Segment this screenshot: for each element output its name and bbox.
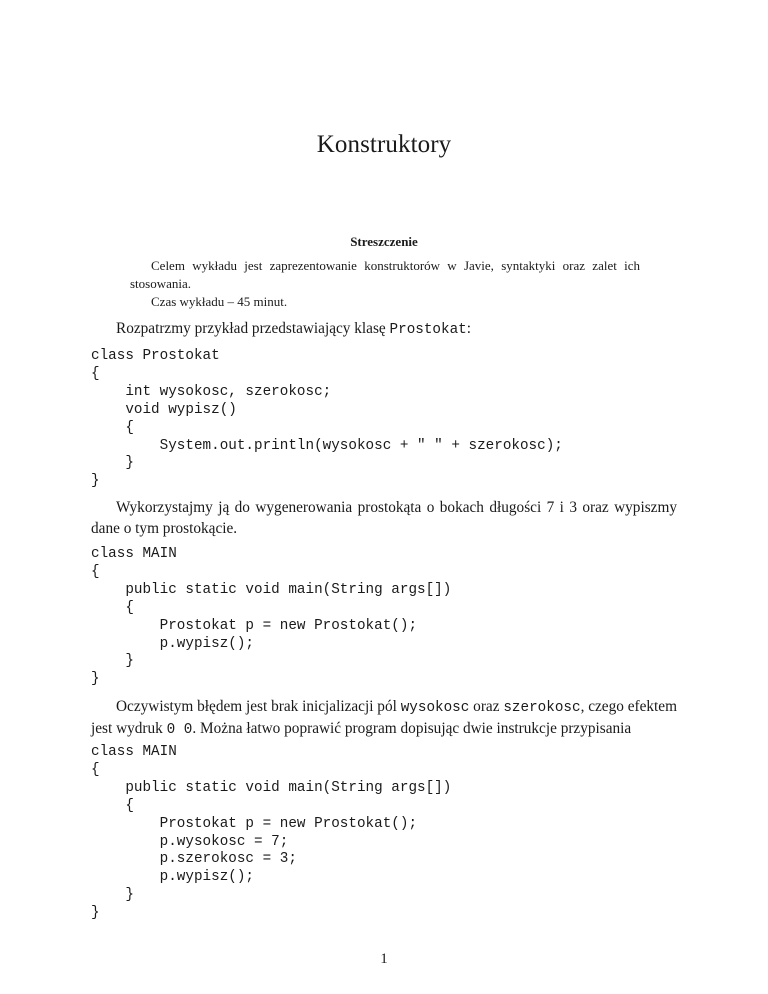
code-block-prostokat: class Prostokat { int wysokosc, szerokosc; void wypisz() { System.out.println(wysokosc + " " + szerokosc); } }	[91, 348, 563, 490]
inline-code: szerokosc	[503, 700, 581, 716]
abstract-paragraph: Czas wykładu – 45 minut.	[151, 294, 288, 309]
paragraph-text: :	[466, 320, 471, 337]
body-paragraph-usage: Wykorzystajmy ją do wygenerowania prostokąta o bokach długości 7 i 3 oraz wypiszmy dane o tym prostokącie.	[91, 499, 677, 537]
inline-code: 0 0	[166, 721, 193, 738]
document-title: Konstruktory	[316, 131, 452, 158]
paragraph-text: Rozpatrzmy przykład przedstawiający klasę	[116, 320, 390, 337]
page-number: 1	[380, 951, 388, 967]
abstract-paragraph: Celem wykładu jest zaprezentowanie konstruktorów w Javie, syntaktyki oraz zalet ich stosowania.	[130, 258, 640, 291]
body-paragraph-fix	[91, 697, 677, 740]
paragraph-text: Oczywistym błędem jest brak inicjalizacji pól	[116, 698, 401, 715]
body-paragraph-intro	[91, 319, 677, 341]
abstract-heading: Streszczenie	[350, 234, 418, 249]
paragraph-text: . Można łatwo poprawić program dopisując dwie instrukcje przypisania	[192, 719, 632, 737]
paragraph-text: oraz	[469, 698, 504, 715]
paragraph-text: , czego efektem jest wydruk	[91, 698, 677, 737]
inline-code: wysokosc	[400, 700, 470, 716]
code-block-main: class MAIN { public static void main(String args[]) { Prostokat p = new Prostokat(); p.wypisz(); } }	[91, 546, 452, 688]
abstract-body	[130, 257, 640, 311]
code-block-main-fixed: class MAIN { public static void main(String args[]) { Prostokat p = new Prostokat(); p.wysokosc = 7; p.szerokosc = 3; p.wypisz(); } }	[91, 744, 452, 922]
inline-code: Prostokat	[389, 322, 467, 338]
